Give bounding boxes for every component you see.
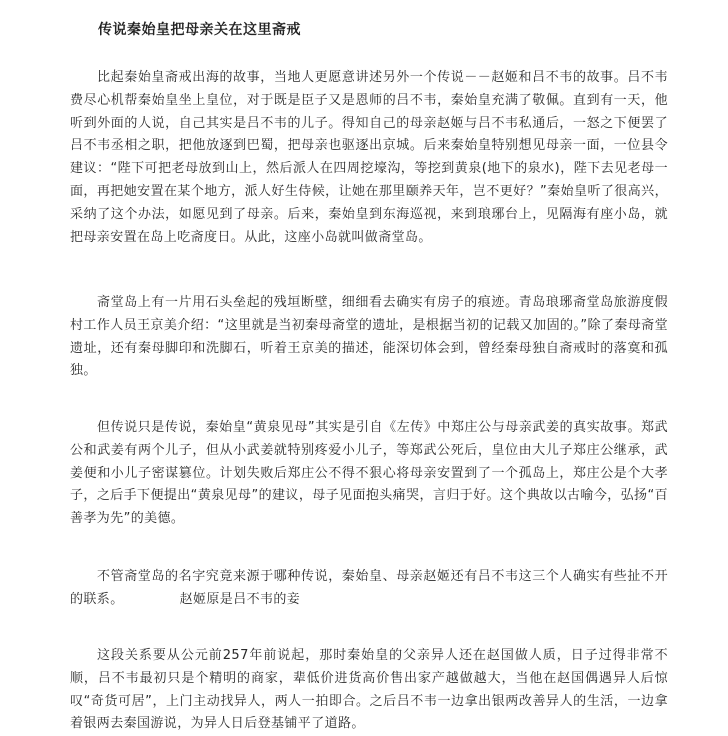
paragraph-history: 这段关系要从公元前257年前说起，那时秦始皇的父亲异人还在赵国做人质，日子过得非常不顺，吕不韦最初只是个精明的商家，辈低价进货高价售出家产越做越大，当他在赵国偶遇异人后惊叹“奇货可居”，上门主动找异人，两人一拍即合。之后吕不韦一边拿出银两改善异人的生活，一边拿着银两去秦国游说，为异人日后登基铺平了道路。 xyxy=(70,648,668,732)
section-heading: 赵姬原是吕不韦的妾 xyxy=(179,591,301,607)
paragraph-ruins: 斋堂岛上有一片用石头垒起的残垣断壁，细细看去确实有房子的痕迹。青岛琅琊斋堂岛旅游度假村工作人员王京美介绍：“这里就是当初秦母斋堂的遗址，是根据当初的记载又加固的。”除了秦母斋堂遗址，还有秦母脚印和洗脚石，听着王京美的描述，能深切体会到，曾经秦母独自斋戒时的落寞和孤独。 xyxy=(70,295,668,379)
paragraph-zuozhuan: 但传说只是传说，秦始皇“黄泉见母”其实是引自《左传》中郑庄公与母亲武姜的真实故事。郑武公和武姜有两个儿子，但从小武姜就特别疼爱小儿子，等郑武公死后，皇位由大儿子郑庄公继承，武姜便和小儿子密谋篡位。计划失败后郑庄公不得不狠心将母亲安置到了一个孤岛上，郑庄公是个大孝子，之后手下便提出“黄泉见母”的建议，母子见面抱头痛哭，言归于好。这个典故以古喻今，弘扬“百善孝为先”的美德。 xyxy=(70,420,668,527)
article-title: 传说秦始皇把母亲关在这里斋戒 xyxy=(98,22,301,38)
paragraph-connection-text: 不管斋堂岛的名字究竟来源于哪种传说，秦始皇、母亲赵姬还有吕不韦这三个人确实有些扯不开的联系。 xyxy=(70,569,668,607)
paragraph-legend: 比起秦始皇斋戒出海的故事，当地人更愿意讲述另外一个传说－－赵姬和吕不韦的故事。吕不韦费尽心机帮秦始皇坐上皇位，对于既是臣子又是恩师的吕不韦，秦始皇充满了敬佩。直到有一天，他听到外面的人说，自己其实是吕不韦的儿子。得知自己的母亲赵姬与吕不韦私通后，一怒之下便罢了吕不韦丞相之职，把他放逐到巴蜀，把母亲也驱逐出京城。后来秦始皇特别想见母亲一面，一位县令建议：“陛下可把老母放到山上，然后派人在四周挖壕沟，等挖到黄泉(地下的泉水)，陛下去见老母一面，再把她安置在某个地方，派人好生侍候，让她在那里颐养天年，岂不更好？”秦始皇听了很高兴，采纳了这个办法，如愿见到了母亲。后来，秦始皇到东海巡视，来到琅琊台上，见隔海有座小岛，就把母亲安置在岛上吃斋度日。从此，这座小岛就叫做斋堂岛。 xyxy=(70,70,668,245)
paragraph-connection xyxy=(70,566,668,612)
